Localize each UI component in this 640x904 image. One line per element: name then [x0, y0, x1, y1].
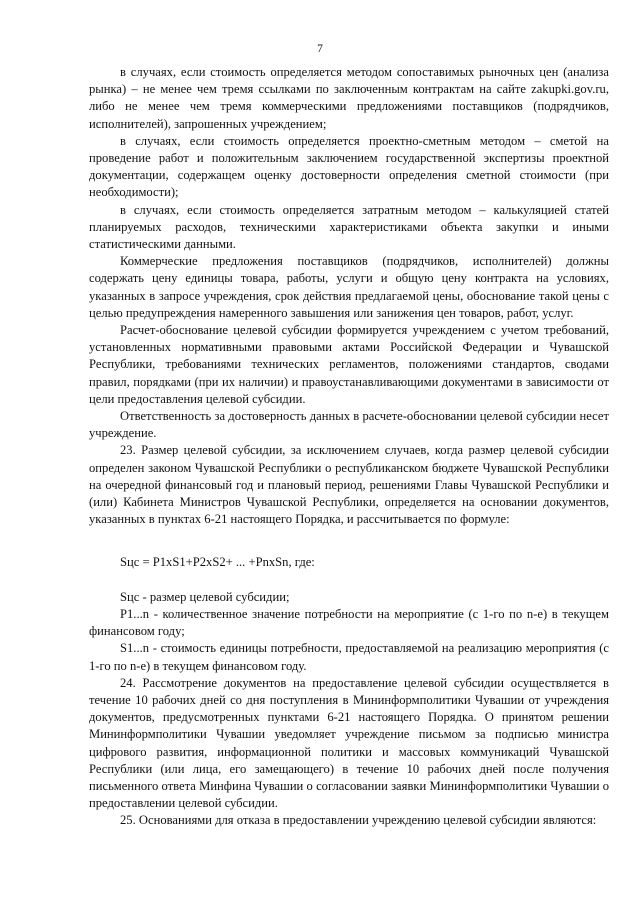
paragraph-calculation-justification: Расчет-обоснование целевой субсидии формируется учреждением с учетом требований, установленных нормативными правовыми актами Российской Федерации и Чувашской Республики, требованиями технических регламентов, положениями стандартов, сводами правил, порядками (при их наличии) и правоустанавливающими документами в зависимости от цели предоставления целевой субсидии.	[89, 323, 609, 406]
paragraph-estimate-method: в случаях, если стоимость определяется проектно-сметным методом – сметой на проведение работ и положительным заключением государственной экспертизы проектной документации, содержащем оценку достоверности определения сметной стоимости (при необходимости);	[89, 133, 609, 200]
paragraph-item-23: 23. Размер целевой субсидии, за исключением случаев, когда размер целевой субсидии определен законом Чувашской Республики о республиканском бюджете Чувашской Республики на очередной финансовый год и плановый период, решениями Главы Чувашской Республики и (или) Кабинета Министров Чувашской Республики, определяется на основании документов, указанных в пунктах 6-21 настоящего Порядка, и рассчитывается по формуле:	[89, 443, 609, 527]
definition-s-cs: Sцс - размер целевой субсидии;	[120, 589, 290, 604]
page-number: 7	[317, 43, 323, 55]
paragraph-item-24: 24. Рассмотрение документов на предоставление целевой субсидии осуществляется в течение 10 рабочих дней со дня поступления в Мининформполитики Чувашии от учреждения документов, предусмотренных пунктами 6-21 настоящего Порядка. О принятом решении Мининформполитики Чувашии уведомляет учреждение письмом за подписью министра цифрового развития, информационной политики и массовых коммуникаций Чувашской Республики (или лица, его замещающего) в течение 10 рабочих дней после получения письменного ответа Минфина Чувашии о согласовании заявки Мининформполитики Чувашии о предоставлении целевой субсидии.	[89, 675, 609, 811]
paragraph-item-25: 25. Основаниями для отказа в предоставлении учреждению целевой субсидии являются:	[120, 813, 597, 828]
document-body	[89, 64, 609, 830]
paragraph-cost-method: в случаях, если стоимость определяется затратным методом – калькуляцией статей планируемых расходов, техническими характеристиками объекта закупки и иными статистическими данными.	[89, 202, 609, 252]
subsidy-formula: Sцс = P1xS1+P2xS2+ ... +PnxSn, где:	[120, 555, 315, 570]
paragraph-commercial-offers: Коммерческие предложения поставщиков (подрядчиков, исполнителей) должны содержать цену единицы товара, работы, услуги и общую цену контракта на условиях, указанных в запросе учреждения, срок действия предлагаемой цены, обоснование такой цены с целью предупреждения намеренного завышения или занижения цен товаров, работ, услуг.	[89, 254, 609, 320]
paragraph-responsibility: Ответственность за достоверность данных в расчете-обосновании целевой субсидии несет учреждение.	[89, 409, 609, 441]
definition-s: S1...n - стоимость единицы потребности, предоставляемой на реализацию мероприятия (с 1-го по n-е) в текущем финансовом году.	[89, 641, 609, 673]
paragraph-market-method: в случаях, если стоимость определяется методом сопоставимых рыночных цен (анализа рынка) – не менее чем тремя ссылками по заключенным контрактам на сайте zakupki.gov.ru, либо не менее чем тремя коммерческими предложениями поставщиков (подрядчиков, исполнителей), запрошенных учреждением;	[89, 65, 609, 131]
definition-p: P1...n - количественное значение потребности на мероприятие (с 1-го по n-е) в текущем финансовом году;	[89, 606, 609, 639]
